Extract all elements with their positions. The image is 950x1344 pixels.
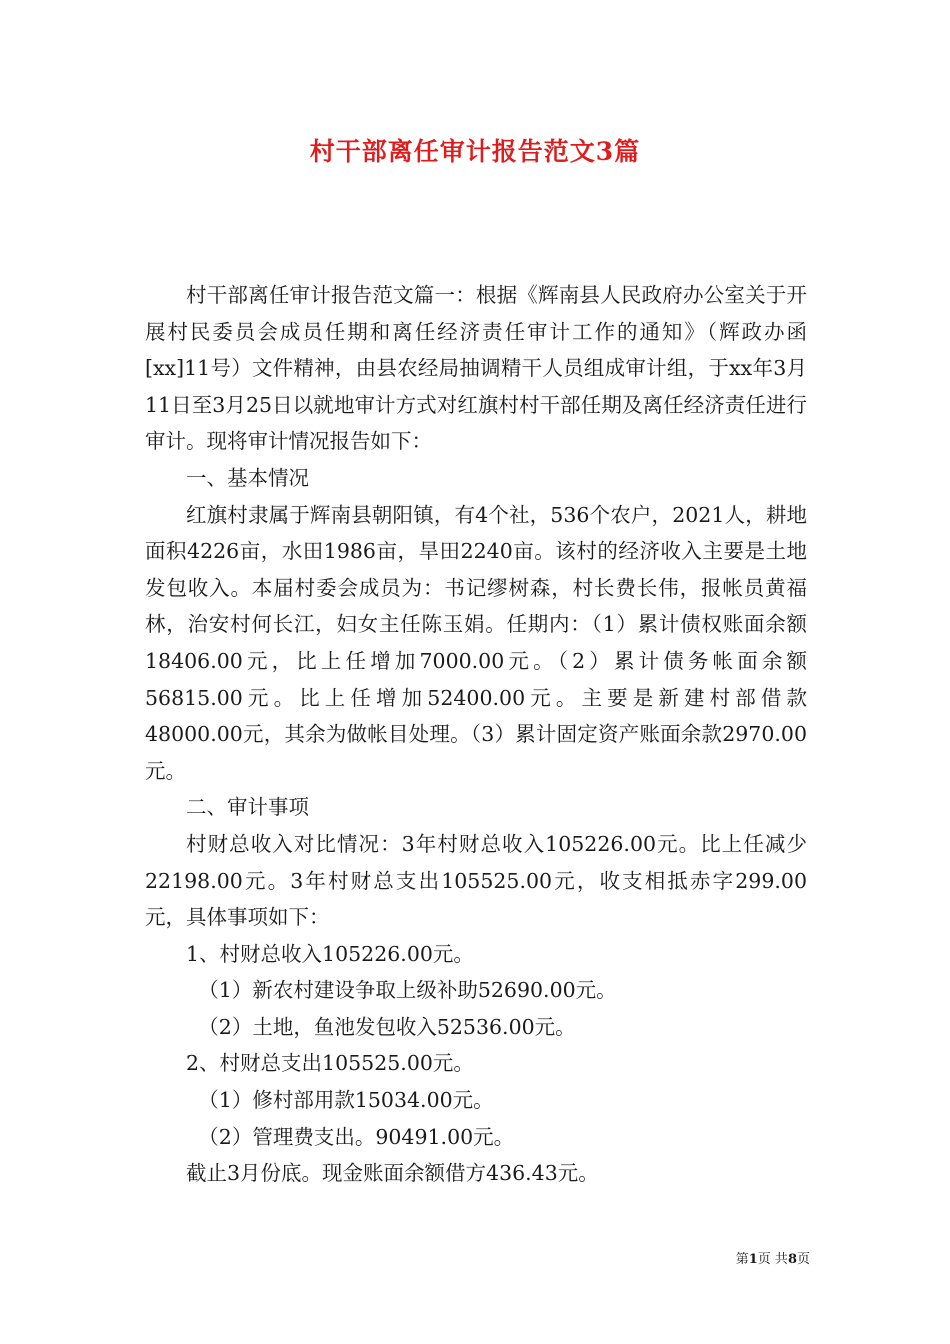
paragraph-intro: 村干部离任审计报告范文篇一：根据《辉南县人民政府办公室关于开展村民委员会成员任期和离任经济责任审计工作的通知》（辉政办函[xx]11号）文件精神，由县农经局抽调精干人员组成审计组，于xx年3月11日至3月25日以就地审计方式对红旗村村干部任期及离任经济责任进行审计。现将审计情况报告如下： (145, 283, 807, 454)
footer-suffix: 页 (796, 1252, 810, 1267)
list-item-expense-management: （2）管理费支出。90491.00元。 (198, 1124, 515, 1149)
paragraph-income-comparison: 村财总收入对比情况：3年村财总收入105226.00元。比上任减少22198.00元。3年村财总支出105525.00元，收支相抵赤字299.00元，具体事项如下： (145, 831, 807, 930)
list-item-income-land: （2）土地，鱼池发包收入52536.00元。 (198, 1014, 576, 1039)
list-item-income-subsidy: （1）新农村建设争取上级补助52690.00元。 (198, 978, 617, 1003)
section-heading-audit-items: 二、审计事项 (186, 795, 309, 820)
footer-current-page: 1 (748, 1252, 758, 1267)
document-title: 村干部离任审计报告范文3篇 (309, 137, 641, 166)
paragraph-basic-info: 红旗村隶属于辉南县朝阳镇，有4个社，536个农户，2021人，耕地面积4226亩，水田1986亩，旱田2240亩。该村的经济收入主要是土地发包收入。本届村委会成员为：书记缪树森，村长费长伟，报帐员黄福林，治安村何长江，妇女主任陈玉娟。任期内：（1）累计债权账面余额18406.00元，比上任增加7000.00元。（2）累计债务帐面余额56815.00元。比上任增加52400.00元。主要是新建村部借款48000.00元，其余为做帐目处理。（3）累计固定资产账面余款2970.00元。 (145, 502, 807, 783)
paragraph-cash-balance: 截止3月份底。现金账面余额借方436.43元。 (186, 1161, 599, 1186)
document-body (145, 277, 807, 1192)
footer-middle: 页 共 (757, 1252, 788, 1267)
list-item-expense-building: （1）修村部用款15034.00元。 (198, 1088, 494, 1113)
section-heading-basic-info: 一、基本情况 (186, 465, 309, 490)
list-item-total-income: 1、村财总收入105226.00元。 (186, 941, 474, 966)
list-item-total-expense: 2、村财总支出105525.00元。 (186, 1051, 474, 1076)
footer-total-pages: 8 (787, 1252, 797, 1267)
page-footer (700, 1248, 810, 1267)
footer-prefix: 第 (735, 1252, 749, 1267)
